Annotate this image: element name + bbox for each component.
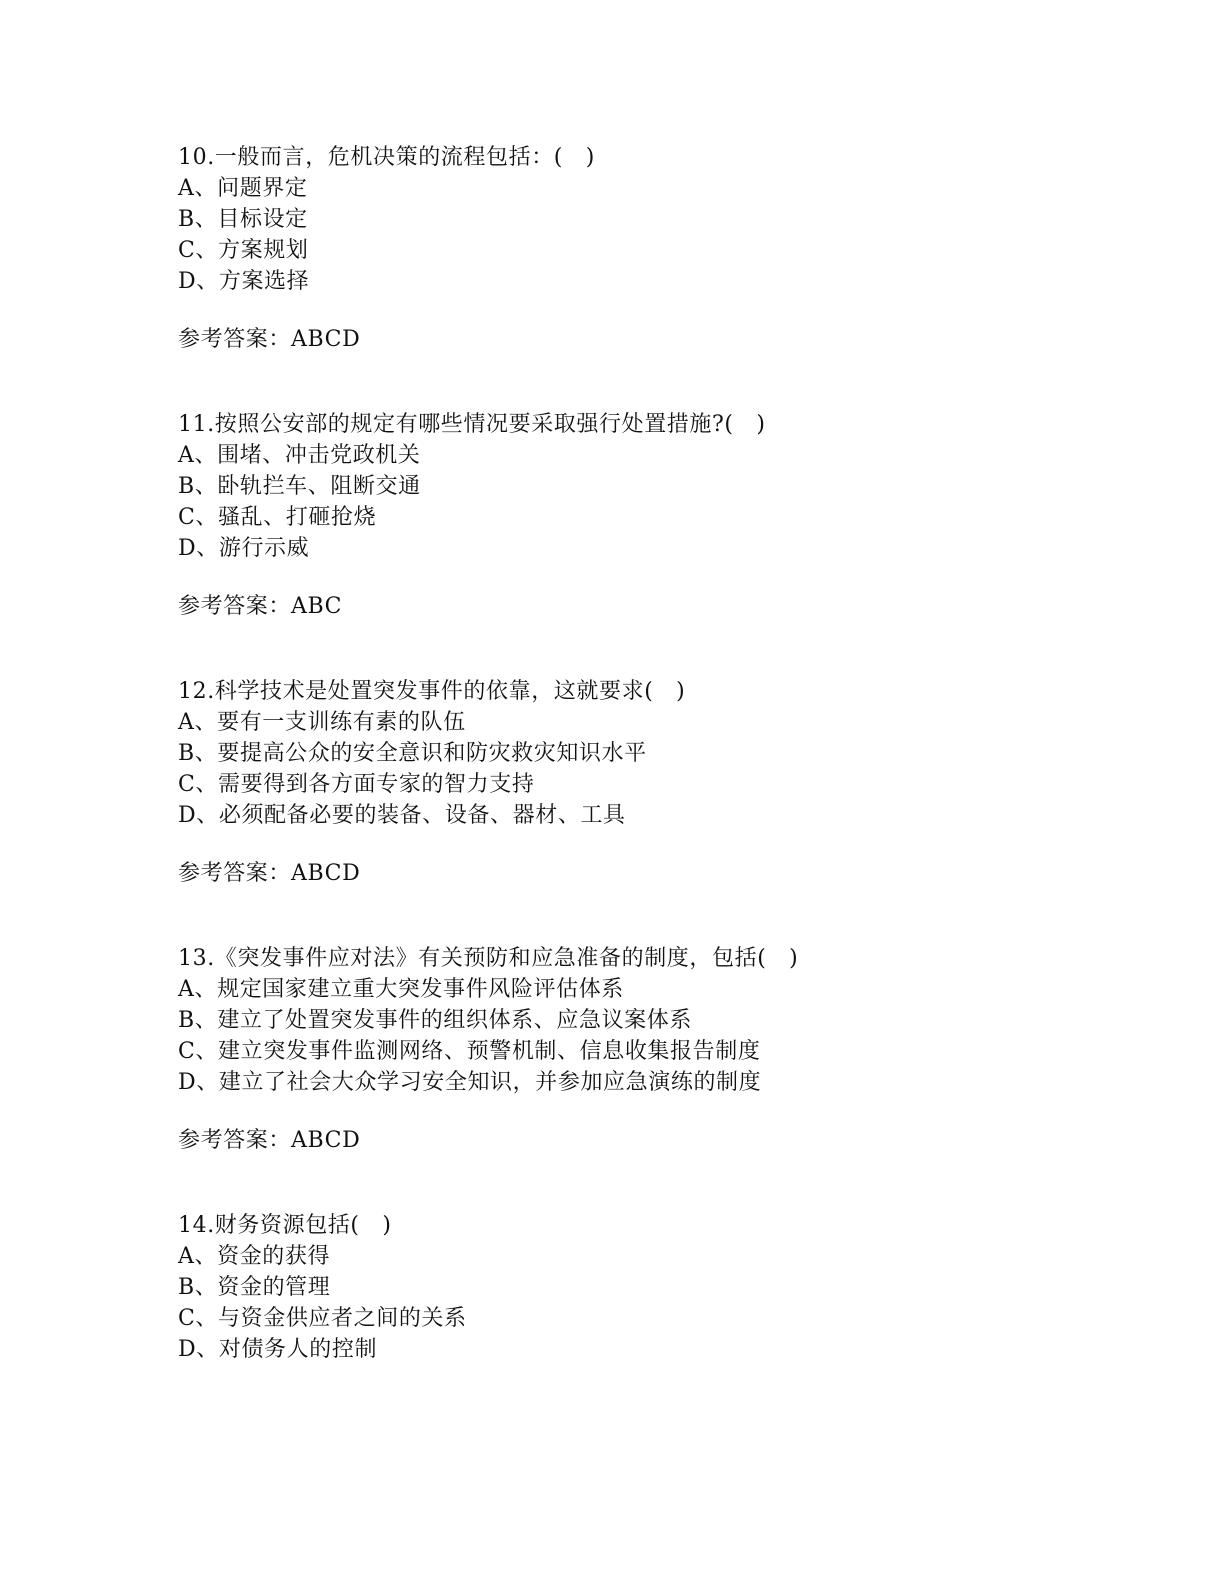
question-10-answer: 参考答案：ABCD xyxy=(178,327,361,352)
question-11 xyxy=(178,409,1158,622)
question-12-option-d: D、必须配备必要的装备、设备、器材、工具 xyxy=(178,803,626,828)
question-10 xyxy=(178,142,1158,355)
question-13-option-b: B、建立了处置突发事件的组织体系、应急议案体系 xyxy=(178,1008,692,1033)
question-11-option-b: B、卧轨拦车、阻断交通 xyxy=(178,474,421,499)
document-page xyxy=(178,142,1158,1419)
question-12-option-c: C、需要得到各方面专家的智力支持 xyxy=(178,772,535,797)
question-14-option-a: A、资金的获得 xyxy=(178,1244,331,1269)
question-11-answer: 参考答案：ABC xyxy=(178,594,343,619)
question-13-answer: 参考答案：ABCD xyxy=(178,1128,361,1153)
question-14-option-b: B、资金的管理 xyxy=(178,1275,331,1300)
question-13-stem: 13.《突发事件应对法》有关预防和应急准备的制度，包括( ) xyxy=(178,946,799,971)
question-14-option-d: D、对债务人的控制 xyxy=(178,1337,378,1362)
question-12-stem: 12.科学技术是处置突发事件的依靠，这就要求( ) xyxy=(178,679,686,704)
question-13-option-c: C、建立突发事件监测网络、预警机制、信息收集报告制度 xyxy=(178,1039,761,1064)
question-12-answer: 参考答案：ABCD xyxy=(178,861,361,886)
question-10-stem: 10.一般而言，危机决策的流程包括：( ) xyxy=(178,145,595,170)
question-10-option-b: B、目标设定 xyxy=(178,207,308,232)
question-13-option-a: A、规定国家建立重大突发事件风险评估体系 xyxy=(178,977,624,1002)
question-13 xyxy=(178,943,1158,1156)
question-11-option-d: D、游行示威 xyxy=(178,536,310,561)
question-11-option-c: C、骚乱、打砸抢烧 xyxy=(178,505,377,530)
question-10-option-c: C、方案规划 xyxy=(178,238,309,263)
question-12-option-b: B、要提高公众的安全意识和防灾救灾知识水平 xyxy=(178,741,647,766)
question-11-option-a: A、围堵、冲击党政机关 xyxy=(178,443,421,468)
question-12-option-a: A、要有一支训练有素的队伍 xyxy=(178,710,466,735)
question-10-option-a: A、问题界定 xyxy=(178,176,308,201)
question-14-stem: 14.财务资源包括( ) xyxy=(178,1213,392,1238)
question-14-option-c: C、与资金供应者之间的关系 xyxy=(178,1306,467,1331)
question-10-option-d: D、方案选择 xyxy=(178,269,310,294)
question-11-stem: 11.按照公安部的规定有哪些情况要采取强行处置措施?( ) xyxy=(178,412,766,437)
question-14 xyxy=(178,1210,1158,1365)
question-12 xyxy=(178,676,1158,889)
question-13-option-d: D、建立了社会大众学习安全知识，并参加应急演练的制度 xyxy=(178,1070,762,1095)
